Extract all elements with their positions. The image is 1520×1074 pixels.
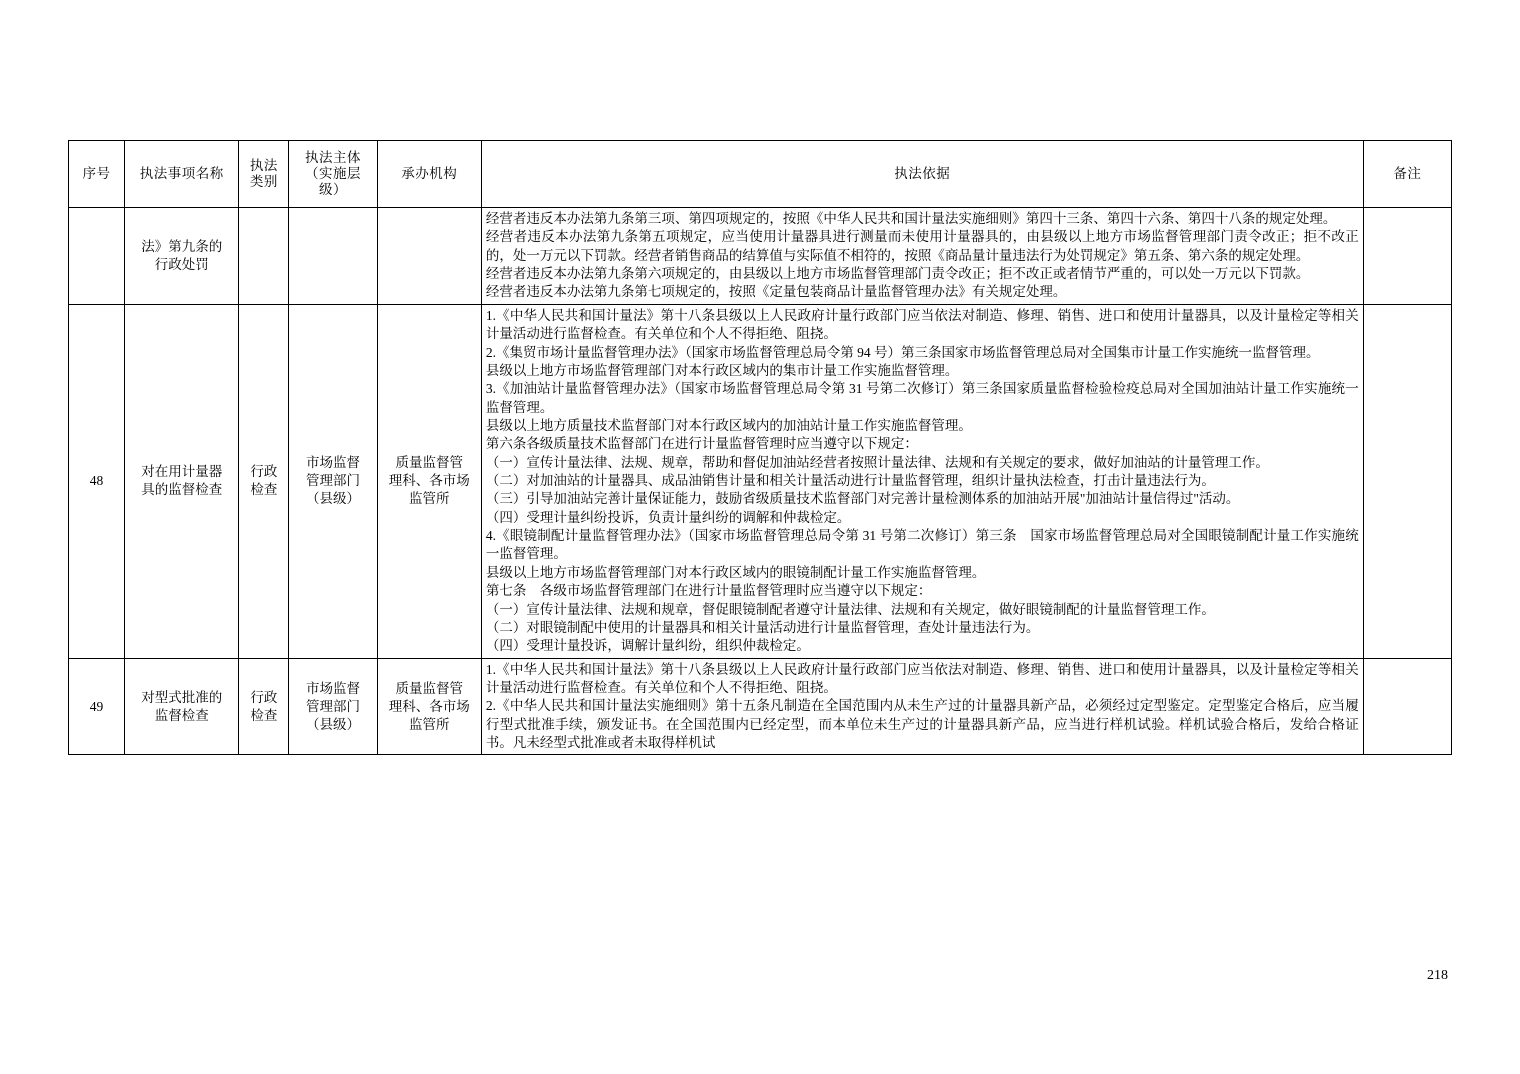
cell-remark [1363,304,1451,658]
cell-no [69,208,125,305]
cell-org: 质量监督管 理科、各市场 监管所 [377,658,481,755]
header-org: 承办机构 [377,141,481,208]
table-row [69,658,1452,755]
cell-no: 49 [69,658,125,755]
cell-basis: 1.《中华人民共和国计量法》第十八条县级以上人民政府计量行政部门应当依法对制造、修理、销售、进口和使用计量器具，以及计量检定等相关计量活动进行监督检查。有关单位和个人不得拒绝、阻挠。 2.《集贸市场计量监督管理办法》（国家市场监督管理总局令第 94 号）第三条国家市场监督管理总局对全国集市计量工作实施统一监督管理。 县级以上地方市场监督管理部门对本行政区域内的集市计量工作实施监督管理。 3.《加油站计量监督管理办法》（国家市场监督管理总局令第 31 号第二次修订）第三条国家质量监督检验检疫总局对全国加油站计量工作实施统一监督管理。 县级以上地方质量技术监督部门对本行政区域内的加油站计量工作实施监督管理。 第六条各级质量技术监督部门在进行计量监督管理时应当遵守以下规定： （一）宣传计量法律、法规、规章，帮助和督促加油站经营者按照计量法律、法规和有关规定的要求，做好加油站的计量管理工作。 （二）对加油站的计量器具、成品油销售计量和相关计量活动进行计量监督管理，组织计量执法检查，打击计量违法行为。 （三）引导加油站完善计量保证能力，鼓励省级质量技术监督部门对完善计量检测体系的加油站开展"加油站计量信得过"活动。 （四）受理计量纠纷投诉，负责计量纠纷的调解和仲裁检定。 4.《眼镜制配计量监督管理办法》（国家市场监督管理总局令第 31 号第二次修订）第三条 国家市场监督管理总局对全国眼镜制配计量工作实施统一监督管理。 县级以上地方市场监督管理部门对本行政区域内的眼镜制配计量工作实施监督管理。 第七条 各级市场监督管理部门在进行计量监督管理时应当遵守以下规定： （一）宣传计量法律、法规和规章，督促眼镜制配者遵守计量法律、法规和有关规定，做好眼镜制配的计量监督管理工作。 （二）对眼镜制配中使用的计量器具和相关计量活动进行计量监督管理，查处计量违法行为。 （四）受理计量投诉，调解计量纠纷，组织仲裁检定。 [481,304,1363,658]
header-name: 执法事项名称 [125,141,239,208]
header-remark: 备注 [1363,141,1451,208]
cell-category: 行政 检查 [239,658,289,755]
cell-basis: 经营者违反本办法第九条第三项、第四项规定的，按照《中华人民共和国计量法实施细则》第四十三条、第四十六条、第四十八条的规定处理。 经营者违反本办法第九条第五项规定，应当使用计量器具进行测量而未使用计量器具的，由县级以上地方市场监督管理部门责令改正；拒不改正的，处一万元以下罚款。经营者销售商品的结算值与实际值不相符的，按照《商品量计量违法行为处罚规定》第五条、第六条的规定处理。 经营者违反本办法第九条第六项规定的，由县级以上地方市场监督管理部门责令改正；拒不改正或者情节严重的，可以处一万元以下罚款。 经营者违反本办法第九条第七项规定的，按照《定量包装商品计量监督管理办法》有关规定处理。 [481,208,1363,305]
cell-subject [289,208,377,305]
table-row [69,304,1452,658]
cell-item-name: 对型式批准的 监督检查 [125,658,239,755]
cell-item-name: 对在用计量器 具的监督检查 [125,304,239,658]
cell-org [377,208,481,305]
table-header-row [69,141,1452,208]
page-number: 218 [1427,968,1448,983]
cell-item-name: 法》第九条的 行政处罚 [125,208,239,305]
enforcement-items-table [68,140,1452,755]
cell-category [239,208,289,305]
cell-remark [1363,658,1451,755]
cell-category: 行政 检查 [239,304,289,658]
table-row [69,208,1452,305]
cell-basis: 1.《中华人民共和国计量法》第十八条县级以上人民政府计量行政部门应当依法对制造、修理、销售、进口和使用计量器具，以及计量检定等相关计量活动进行监督检查。有关单位和个人不得拒绝、阻挠。 2.《中华人民共和国计量法实施细则》第十五条凡制造在全国范围内从未生产过的计量器具新产品，必须经过定型鉴定。定型鉴定合格后，应当履行型式批准手续，颁发证书。在全国范围内已经定型，而本单位未生产过的计量器具新产品，应当进行样机试验。样机试验合格后，发给合格证书。凡未经型式批准或者未取得样机试 [481,658,1363,755]
header-basis: 执法依据 [481,141,1363,208]
cell-remark [1363,208,1451,305]
table-container [68,140,1452,755]
header-subject: 执法主体 （实施层 级） [289,141,377,208]
cell-org: 质量监督管 理科、各市场 监管所 [377,304,481,658]
header-category: 执法 类别 [239,141,289,208]
cell-subject: 市场监督 管理部门 （县级） [289,658,377,755]
cell-no: 48 [69,304,125,658]
header-no: 序号 [69,141,125,208]
cell-subject: 市场监督 管理部门 （县级） [289,304,377,658]
